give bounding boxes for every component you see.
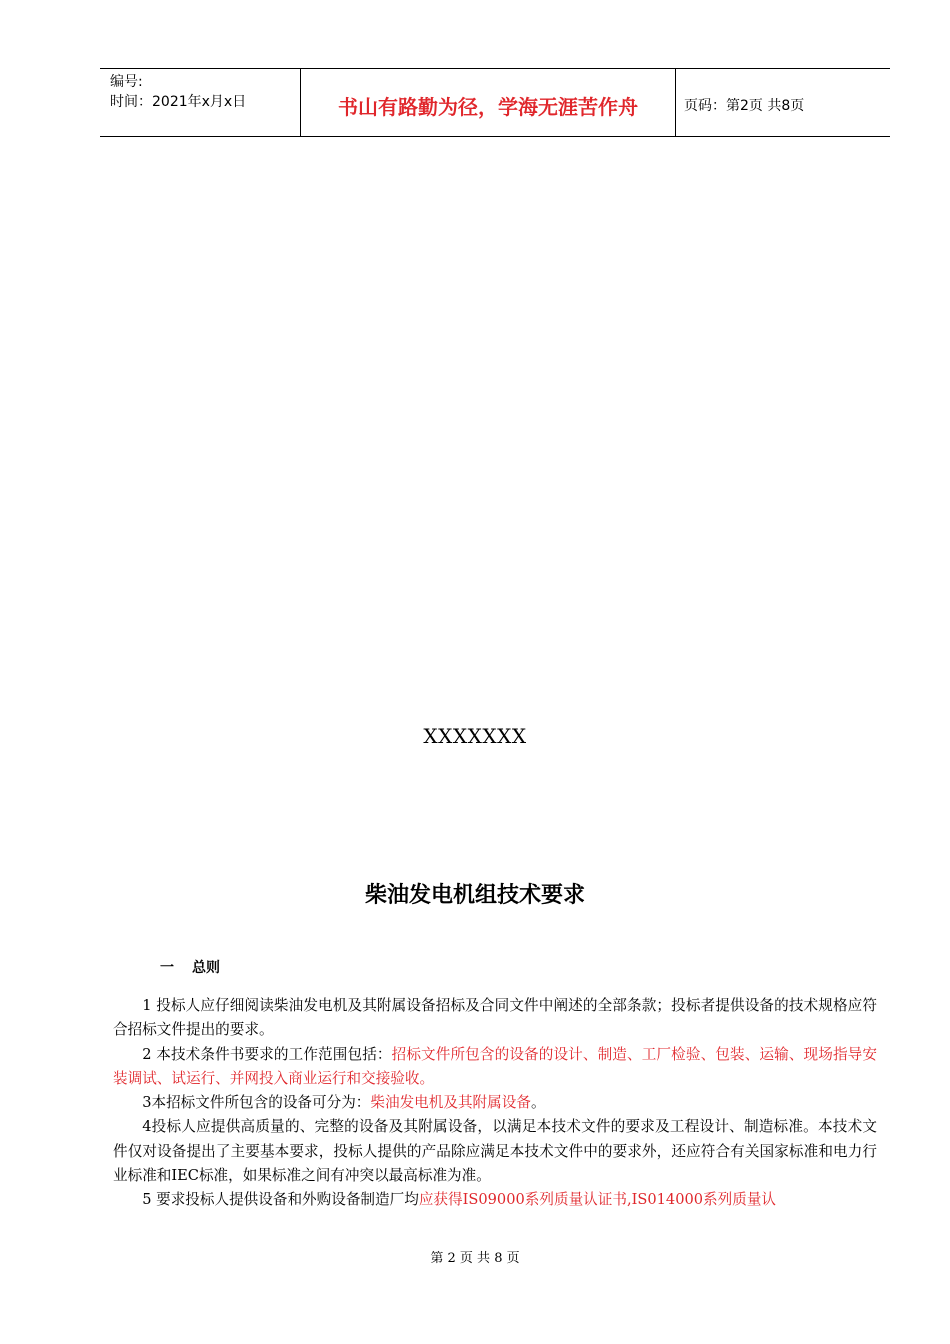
document-title: 柴油发电机组技术要求 <box>364 883 585 908</box>
document-code: XXXXXXX <box>423 724 527 748</box>
paragraph-text: 4投标人应提供高质量的、完整的设备及其附属设备，以满足本技术文件的要求及工程设计、制造标准。本技术文件仅对设备提出了主要基本要求，投标人提供的产品除应满足本技术文件中的要求外，还应符合有关国家标准和电力行业标准和IEC标准，如果标准之间有冲突以最高标准为准。 <box>113 1118 877 1185</box>
body-paragraph <box>113 1043 877 1092</box>
body-paragraph <box>113 1115 877 1188</box>
paragraph-text: 5 要求投标人提供设备和外购设备制造厂均 <box>142 1191 419 1209</box>
paragraph-text: 3本招标文件所包含的设备可分为： <box>142 1094 371 1112</box>
time-label: 时间：2021年x月x日 <box>110 94 247 110</box>
page-footer: 第 2 页 共 8 页 <box>430 1251 520 1266</box>
section-heading <box>160 957 220 977</box>
header-left-cell <box>100 69 301 136</box>
body-paragraph <box>113 994 877 1043</box>
highlighted-text: 招标文件所包含的设备的设计、制造、工厂检验、包装、运输、现场指导安装调试、试运行、并网投入商业运行和交接验收。 <box>113 1045 877 1087</box>
header-motto: 书山有路勤为径，学海无涯苦作舟 <box>338 95 638 119</box>
body-text <box>113 994 877 1213</box>
serial-number-label: 编号: <box>110 74 143 90</box>
highlighted-text: 应获得IS09000系列质量认证书,IS014000系列质量认 <box>418 1191 777 1209</box>
header-motto-cell <box>301 69 676 136</box>
header-page-cell <box>676 69 890 136</box>
page-header <box>100 68 890 137</box>
paragraph-text: 2 本技术条件书要求的工作范围包括： <box>142 1045 392 1063</box>
header-page-info: 页码：第2页 共8页 <box>684 98 805 114</box>
body-paragraph <box>113 1188 877 1212</box>
paragraph-text: 。 <box>530 1094 546 1112</box>
body-paragraph <box>113 1091 877 1115</box>
paragraph-text: 1 投标人应仔细阅读柴油发电机及其附属设备招标及合同文件中阐述的全部条款；投标者提供设备的技术规格应符合招标文件提出的要求。 <box>113 997 877 1039</box>
section-number: 一 <box>160 960 174 976</box>
highlighted-text: 柴油发电机及其附属设备 <box>370 1094 531 1112</box>
section-title: 总则 <box>192 960 220 976</box>
